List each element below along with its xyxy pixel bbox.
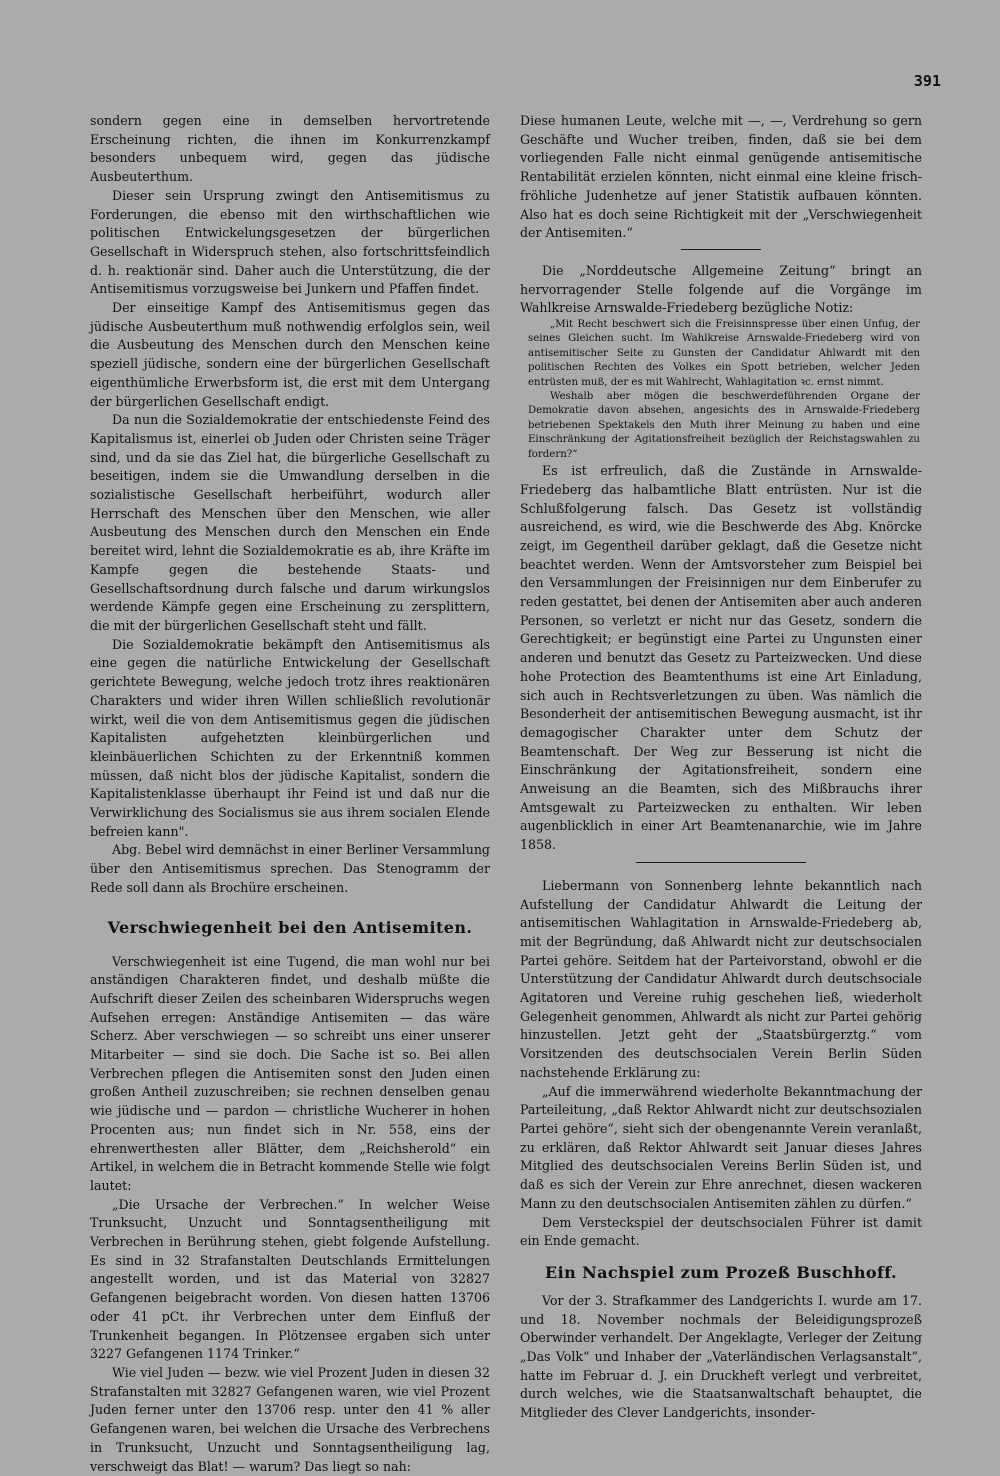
- article-paragraph: sondern gegen eine in demselben hervortretende Erscheinung richten, die ihnen im Konkurrenzkampf besonders unbequem wird, gegen das jüdische Ausbeuterthum.: [90, 113, 490, 185]
- article-paragraph: Vor der 3. Strafkammer des Landgerichts I. wurde am 17. und 18. November nochmals der Beleidigungsprozeß Oberwinder verhandelt. Der Angeklagte, Verleger der Zeitung „Das Volk“ und Inhaber der „Vaterländischen Verlagsanstalt“, hatte im Februar d. J. ein Druckheft verlegt und verbreitet, durch welches, wie die Staatsanwaltschaft behauptet, die Mitglieder des Clever Landgerichts, insonder-: [520, 1292, 922, 1421]
- section-divider: [681, 249, 761, 250]
- quoted-paragraph: „Die Ursache der Verbrechen.“ In welcher Weise Trunksucht, Unzucht und Sonntagsentheiligung mit Verbrechen in Berührung stehen, giebt folgende Aufstellung. Es sind in 32 Strafanstalten Deutschlands Ermittelungen angestellt worden, und ist das Material von 32827 Gefangenen beigebracht worden. Von diesen hatten 13706 oder 41 pCt. ihr Verbrechen unter dem Einfluß der Trunkenheit begangen. In Plötzensee ergaben sich unter 3227 Gefangenen 1174 Trinker.“: [90, 1196, 490, 1362]
- article-paragraph: Dieser sein Ursprung zwingt den Antisemitismus zu Forderungen, die ebenso mit den wirthschaftlichen wie politischen Entwickelungsgesetzen der bürgerlichen Gesellschaft in Widerspruch stehen, also fortschrittsfeindlich d. h. reaktionär sind. Daher auch die Unterstützung, die der Antisemitismus vorzugsweise bei Junkern und Pfaffen findet.: [90, 187, 490, 297]
- article-paragraph: Abg. Bebel wird demnächst in einer Berliner Versammlung über den Antisemitismus sprechen. Das Stenogramm der Rede soll dann als Brochüre erscheinen.: [90, 842, 490, 895]
- page-number: 391: [913, 72, 941, 90]
- left-column: [90, 112, 490, 1476]
- article-paragraph: Der einseitige Kampf des Antisemitismus gegen das jüdische Ausbeuterthum muß nothwendig erfolglos sein, weil die Ausbeutung des Menschen durch den Menschen keine speziell jüdische, sondern eine der bürgerlichen Gesellschaft eigenthümliche Erwerbsform ist, die erst mit dem Untergang der bürgerlichen Gesellschaft endigt.: [90, 300, 490, 409]
- quoted-notice: [528, 318, 920, 462]
- article-paragraph: Diese humanen Leute, welche mit —, —, Verdrehung so gern Geschäfte und Wucher treiben, finden, daß sie bei dem vorliegenden Falle nicht einmal genügende antisemitische Rentabilität erzielen könnten, nicht einmal eine kleine frisch-fröhliche Judenhetze auf jener Statistik aufbauen könnten. Also hat es doch seine Richtigkeit mit der „Verschwiegenheit der Antisemiten.“: [520, 113, 922, 241]
- article-paragraph: Verschwiegenheit ist eine Tugend, die man wohl nur bei anständigen Charakteren findet, und deshalb müßte die Aufschrift dieser Zeilen des scheinbaren Widerspruchs wegen Aufsehen erregen: Anständige Antisemiten — das wäre Scherz. Aber verschwiegen — so schreibt uns einer unserer Mitarbeiter — sind sie doch. Die Sache ist so. Bei allen Verbrechen pflegen die Antisemiten sonst den Juden einen großen Antheil zuzuschreiben; sie rechnen denselben genau wie jüdische und — pardon — christliche Wucherer in hohen Procenten aus; nun findet sich in Nr. 558, eins der ehrenwerthesten aller Blätter, dem „Reichsherold“ ein Artikel, in welchem die in Betracht kommende Stelle wie folgt lautet:: [90, 953, 490, 1193]
- quoted-paragraph: „Mit Recht beschwert sich die Freisinnspresse über einen Unfug, der seines Gleichen sucht. Im Wahlkreise Arnswalde-Friedeberg wird von antisemitischer Seite zu Gunsten der Candidatur Ahlwardt mit den politischen Rechten des Volkes ein Spott betrieben, welcher Jeden entrüsten muß, der es mit Wahlrecht, Wahlagitation ꝛc. ernst nimmt.: [528, 319, 920, 388]
- article-paragraph: Die „Norddeutsche Allgemeine Zeitung“ bringt an hervorragender Stelle folgende auf die Vorgänge im Wahlkreise Arnswalde-Friedeberg bezügliche Notiz:: [520, 262, 922, 316]
- quoted-paragraph: Weshalb aber mögen die beschwerdeführenden Organe der Demokratie davon absehen, angesichts des in Arnswalde-Friedeberg betriebenen Spektakels den Muth ihrer Meinung zu haben und eine Einschränkung der Agitationsfreiheit bezüglich der Reichstagswahlen zu fordern?“: [528, 391, 920, 460]
- right-column: [520, 112, 922, 1423]
- section-heading: Verschwiegenheit bei den Antisemiten.: [107, 917, 473, 937]
- section-heading: Ein Nachspiel zum Prozeß Buschhoff.: [545, 1262, 897, 1282]
- section-divider: [636, 862, 806, 863]
- article-paragraph: Es ist erfreulich, daß die Zustände in Arnswalde-Friedeberg das halbamtliche Blatt entrüsten. Nur ist die Schlußfolgerung falsch. Das Gesetz ist vollständig ausreichend, es wird, wie die Beschwerde des Abg. Knörcke zeigt, im Gegentheil darüber geklagt, daß die Gesetze nicht beachtet werden. Wenn der Amtsvorsteher zum Beispiel bei den Versammlungen der Freisinnigen nur dem Einberufer zu reden gestattet, bei denen der Antisemiten aber auch anderen Personen, so verletzt er nicht nur das Gesetz, sondern die Gerechtigkeit; er begünstigt eine Partei zu Ungunsten einer anderen und benutzt das Gesetz zu Parteizwecken. Und diese hohe Protection des Beamtenthums ist eine Art Einladung, sich auch in Rechtsverletzungen zu üben. Was nämlich die Besonderheit der antisemitischen Bewegung ausmacht, ist ihr demagogischer Charakter unter dem Schutz der Beamtenschaft. Der Weg zur Besserung ist nicht die Einschränkung der Agitationsfreiheit, sondern eine Anweisung an die Beamten, sich des Mißbrauchs ihrer Amtsgewalt zu Parteizwecken zu enthalten. Wir leben augenblicklich in einer Art Beamtenanarchie, wie im Jahre 1858.: [520, 463, 922, 853]
- article-paragraph: Liebermann von Sonnenberg lehnte bekanntlich nach Aufstellung der Candidatur Ahlwardt die Leitung der antisemitischen Wahlagitation in Arnswalde-Friedeberg ab, mit der Begründung, daß Ahlwardt nicht zur deutschsocialen Partei gehöre. Seitdem hat der Parteivorstand, obwohl er die Unterstützung der Candidatur Ahlwardt durch deutschsociale Agitatoren und Vereine ruhig geschehen ließ, wiederholt Gelegenheit genommen, Ahlwardt als nicht zur Partei gehörig hinzustellen. Jetzt geht der „Staatsbürgerztg.“ vom Vorsitzenden des deutschsocialen Verein Berlin Süden nachstehende Erklärung zu:: [520, 877, 922, 1080]
- quoted-paragraph: „Auf die immerwährend wiederholte Bekanntmachung der Parteileitung, „daß Rektor Ahlwardt nicht zur deutschsozialen Partei gehöre“, sieht sich der obengenannte Verein veranlaßt, zu erklären, daß Rektor Ahlwardt seit Januar dieses Jahres Mitglied des deutschsocialen Vereins Berlin Süden ist, und daß es sich der Verein zur Ehre anrechnet, diesen wackeren Mann zu den deutschsocialen Antisemiten zählen zu dürfen.“: [520, 1083, 922, 1211]
- article-paragraph: Die Sozialdemokratie bekämpft den Antisemitismus als eine gegen die natürliche Entwickelung der Gesellschaft gerichtete Bewegung, welche jedoch trotz ihres reaktionären Charakters und wider ihren Willen schließlich revolutionär wirkt, weil die von dem Antisemitismus gegen die jüdischen Kapitalisten aufgehetzten kleinbürgerlichen und kleinbäuerlichen Schichten zu der Erkenntniß kommen müssen, daß nicht blos der jüdische Kapitalist, sondern die Kapitalistenklasse überhaupt ihr Feind ist und daß nur die Verwirklichung des Socialismus sie aus ihrem socialen Elende befreien kann".: [90, 636, 490, 839]
- article-paragraph: Da nun die Sozialdemokratie der entschiedenste Feind des Kapitalismus ist, einerlei ob Juden oder Christen seine Träger sind, und da sie das Ziel hat, die bürgerliche Gesellschaft zu beseitigen, indem sie die Umwandlung derselben in die sozialistische Gesellschaft herbeiführt, wodurch aller Herrschaft des Menschen über den Menschen, wie aller Ausbeutung des Menschen durch den Menschen ein Ende bereitet wird, lehnt die Sozialdemokratie es ab, ihre Kräfte im Kampfe gegen die bestehende Staats- und Gesellschaftsordnung durch falsche und darum wirkungslos werdende Kämpfe gegen eine Erscheinung zu zersplittern, die mit der bürgerlichen Gesellschaft steht und fällt.: [90, 412, 490, 633]
- article-paragraph: Dem Versteckspiel der deutschsocialen Führer ist damit ein Ende gemacht.: [520, 1214, 922, 1249]
- article-paragraph: Wie viel Juden — bezw. wie viel Prozent Juden in diesen 32 Strafanstalten mit 32827 Gefangenen waren, wie viel Prozent Juden ferner unter den 13706 resp. unter den 41 % aller Gefangenen waren, bei welchen die Ursache des Verbrechens in Trunksucht, Unzucht und Sonntagsentheiligung lag, verschweigt das Blat! — warum? Das liegt so nah:: [90, 1365, 490, 1474]
